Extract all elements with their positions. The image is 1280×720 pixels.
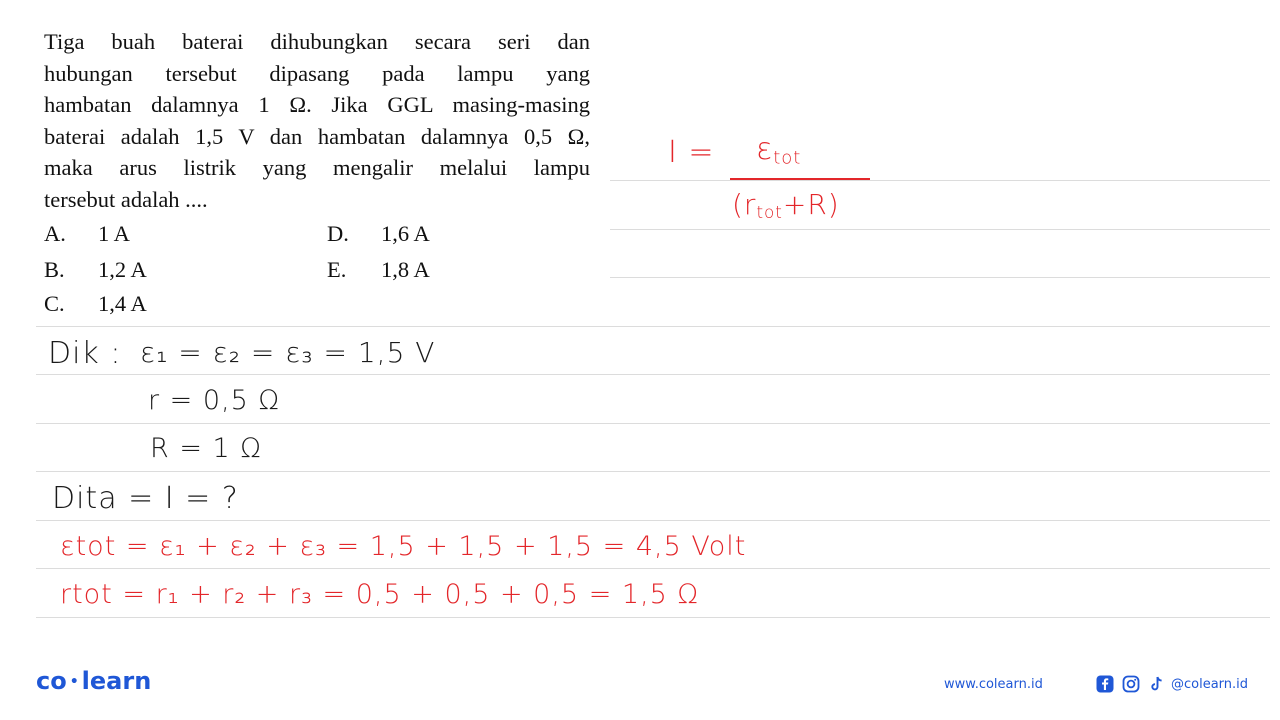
- option-text: 1,6 A: [381, 221, 430, 246]
- option-letter: E.: [327, 257, 347, 282]
- formula-lhs: I =: [668, 135, 715, 170]
- option-e[interactable]: [327, 255, 430, 285]
- option-text: 1,2 A: [98, 257, 147, 282]
- numerator-subscript: tot: [773, 147, 802, 169]
- option-letter: B.: [44, 257, 65, 282]
- denominator-subscript: tot: [756, 202, 783, 223]
- ruled-line: [36, 374, 1270, 375]
- current-formula: [668, 132, 878, 232]
- ruled-line: [36, 471, 1270, 472]
- website-link[interactable]: www.colearn.id: [944, 677, 1043, 692]
- ruled-line: [36, 617, 1270, 618]
- emf-values: ε₁ = ε₂ = ε₃ = 1,5 V: [140, 336, 436, 369]
- option-letter: A.: [44, 221, 66, 246]
- lamp-resistance: R = 1 Ω: [150, 433, 262, 464]
- question-line: tersebut adalah ....: [44, 186, 208, 212]
- question-text: [44, 26, 590, 215]
- option-c[interactable]: [44, 289, 147, 319]
- logo-right: learn: [81, 667, 152, 695]
- resistance-total: rtot = r₁ + r₂ + r₃ = 0,5 + 0,5 + 0,5 = 1,5 Ω: [60, 579, 700, 610]
- option-letter: D.: [327, 221, 349, 246]
- ruled-line: [610, 277, 1270, 278]
- question-line: Tiga buah baterai dihubungkan secara seri dan: [44, 29, 590, 54]
- option-letter: C.: [44, 291, 65, 316]
- tiktok-icon[interactable]: [1148, 675, 1166, 693]
- formula-numerator: [756, 132, 801, 169]
- instagram-icon[interactable]: [1122, 675, 1140, 693]
- question-line: maka arus listrik yang mengalir melalui lampu: [44, 155, 590, 180]
- option-text: 1,8 A: [381, 257, 430, 282]
- numerator-symbol: ε: [756, 132, 774, 167]
- ruled-line: [36, 326, 1270, 327]
- question-line: baterai adalah 1,5 V dan hambatan dalamnya 0,5 Ω,: [44, 123, 590, 149]
- question-line: hubungan tersebut dipasang pada lampu yang: [44, 60, 590, 86]
- dik-label: Dik :: [48, 336, 122, 371]
- fraction-bar: [730, 178, 870, 180]
- ruled-line: [36, 520, 1270, 521]
- logo-dot-icon: •: [69, 674, 79, 690]
- question-line: hambatan dalamnya 1 Ω. Jika GGL masing-masing: [44, 92, 590, 117]
- denominator-open: (r: [732, 188, 757, 221]
- option-text: 1,4 A: [98, 291, 147, 316]
- emf-total: εtot = ε₁ + ε₂ + ε₃ = 1,5 + 1,5 + 1,5 = 4,5 Volt: [60, 531, 747, 562]
- colearn-logo: [36, 667, 151, 695]
- facebook-icon[interactable]: [1096, 675, 1114, 693]
- dita-line: Dita = I = ?: [52, 481, 239, 516]
- social-icons: [1096, 675, 1166, 693]
- logo-left: co: [36, 667, 67, 695]
- option-b[interactable]: [44, 255, 147, 285]
- option-d[interactable]: [327, 219, 430, 249]
- ruled-line: [36, 423, 1270, 424]
- social-handle[interactable]: @colearn.id: [1171, 677, 1249, 692]
- ruled-line: [36, 568, 1270, 569]
- denominator-close: +R): [782, 188, 840, 221]
- option-text: 1 A: [98, 221, 130, 246]
- internal-resistance: r = 0,5 Ω: [148, 385, 281, 416]
- option-a[interactable]: [44, 219, 130, 249]
- formula-denominator: [732, 188, 840, 222]
